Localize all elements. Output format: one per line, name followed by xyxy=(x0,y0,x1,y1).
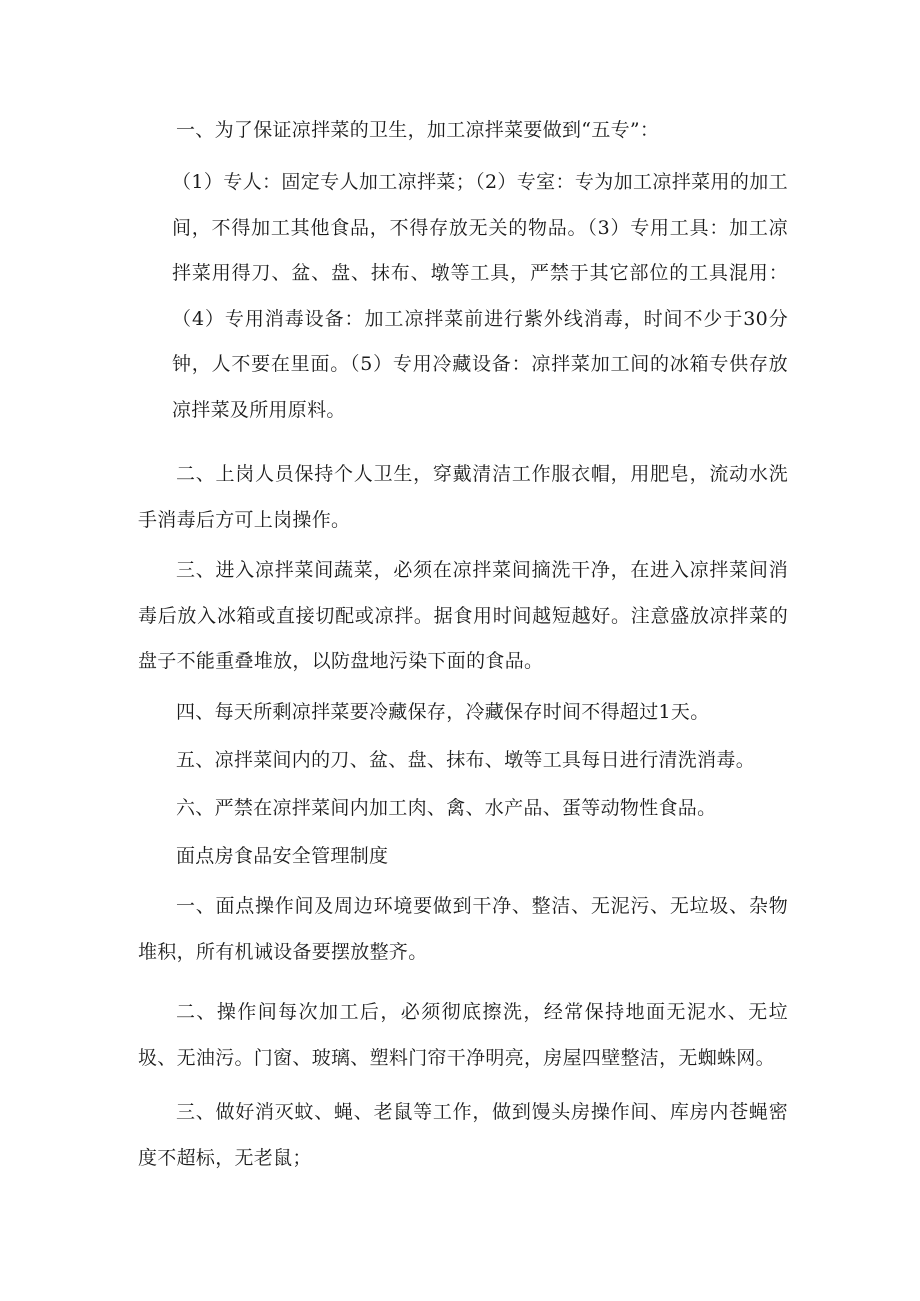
paragraph-section-2: 二、上岗人员保持个人卫生，穿戴清洁工作服衣帽，用肥皂，流动水洗手消毒后方可上岗操作。 xyxy=(138,463,788,531)
section-title-pastry-room: 面点房食品安全管理制度 xyxy=(176,845,389,867)
paragraph-five-specials: （1）专人：固定专人加工凉拌菜；（2）专室：专为加工凉拌菜用的加工间，不得加工其他食品，不得存放无关的物品。（3）专用工具：加工凉拌菜用得刀、盆、盘、抹布、墩等工具，严禁于其它部位的工具混用：（4）专用消毒设备：加工凉拌菜前进行紫外线消毒，时间不少于30分钟，人不要在里面。（5）专用冷藏设备：凉拌菜加工间的冰箱专供存放凉拌菜及所用原料。 xyxy=(172,171,788,421)
paragraph-section-1-heading: 一、为了保证凉拌菜的卫生，加工凉拌菜要做到“五专”： xyxy=(176,119,660,141)
paragraph-pastry-1: 一、面点操作间及周边环境要做到干净、整洁、无泥污、无垃圾、杂物堆积，所有机诫设备要摆放整齐。 xyxy=(138,895,788,963)
paragraph-section-4: 四、每天所剩凉拌菜要冷藏保存，冷藏保存时间不得超过1天。 xyxy=(176,701,710,723)
paragraph-pastry-2: 二、操作间每次加工后，必须彻底擦洗，经常保持地面无泥水、无垃圾、无油污。门窗、玻璃、塑料门帘干净明亮，房屋四壁整洁，无蜘蛛网。 xyxy=(138,1001,788,1069)
paragraph-section-3: 三、进入凉拌菜间蔬菜，必须在凉拌菜间摘洗干净，在进入凉拌菜间消毒后放入冰箱或直接切配或凉拌。据食用时间越短越好。注意盛放凉拌菜的盘子不能重叠堆放，以防盘地污染下面的食品。 xyxy=(138,559,788,673)
paragraph-section-5: 五、凉拌菜间内的刀、盆、盘、抹布、墩等工具每日进行清洗消毒。 xyxy=(176,749,756,771)
paragraph-section-6: 六、严禁在凉拌菜间内加工肉、禽、水产品、蛋等动物性食品。 xyxy=(176,797,717,819)
paragraph-pastry-3: 三、做好消灭蚊、蝇、老鼠等工作，做到馒头房操作间、库房内苍蝇密度不超标，无老鼠； xyxy=(138,1101,788,1169)
